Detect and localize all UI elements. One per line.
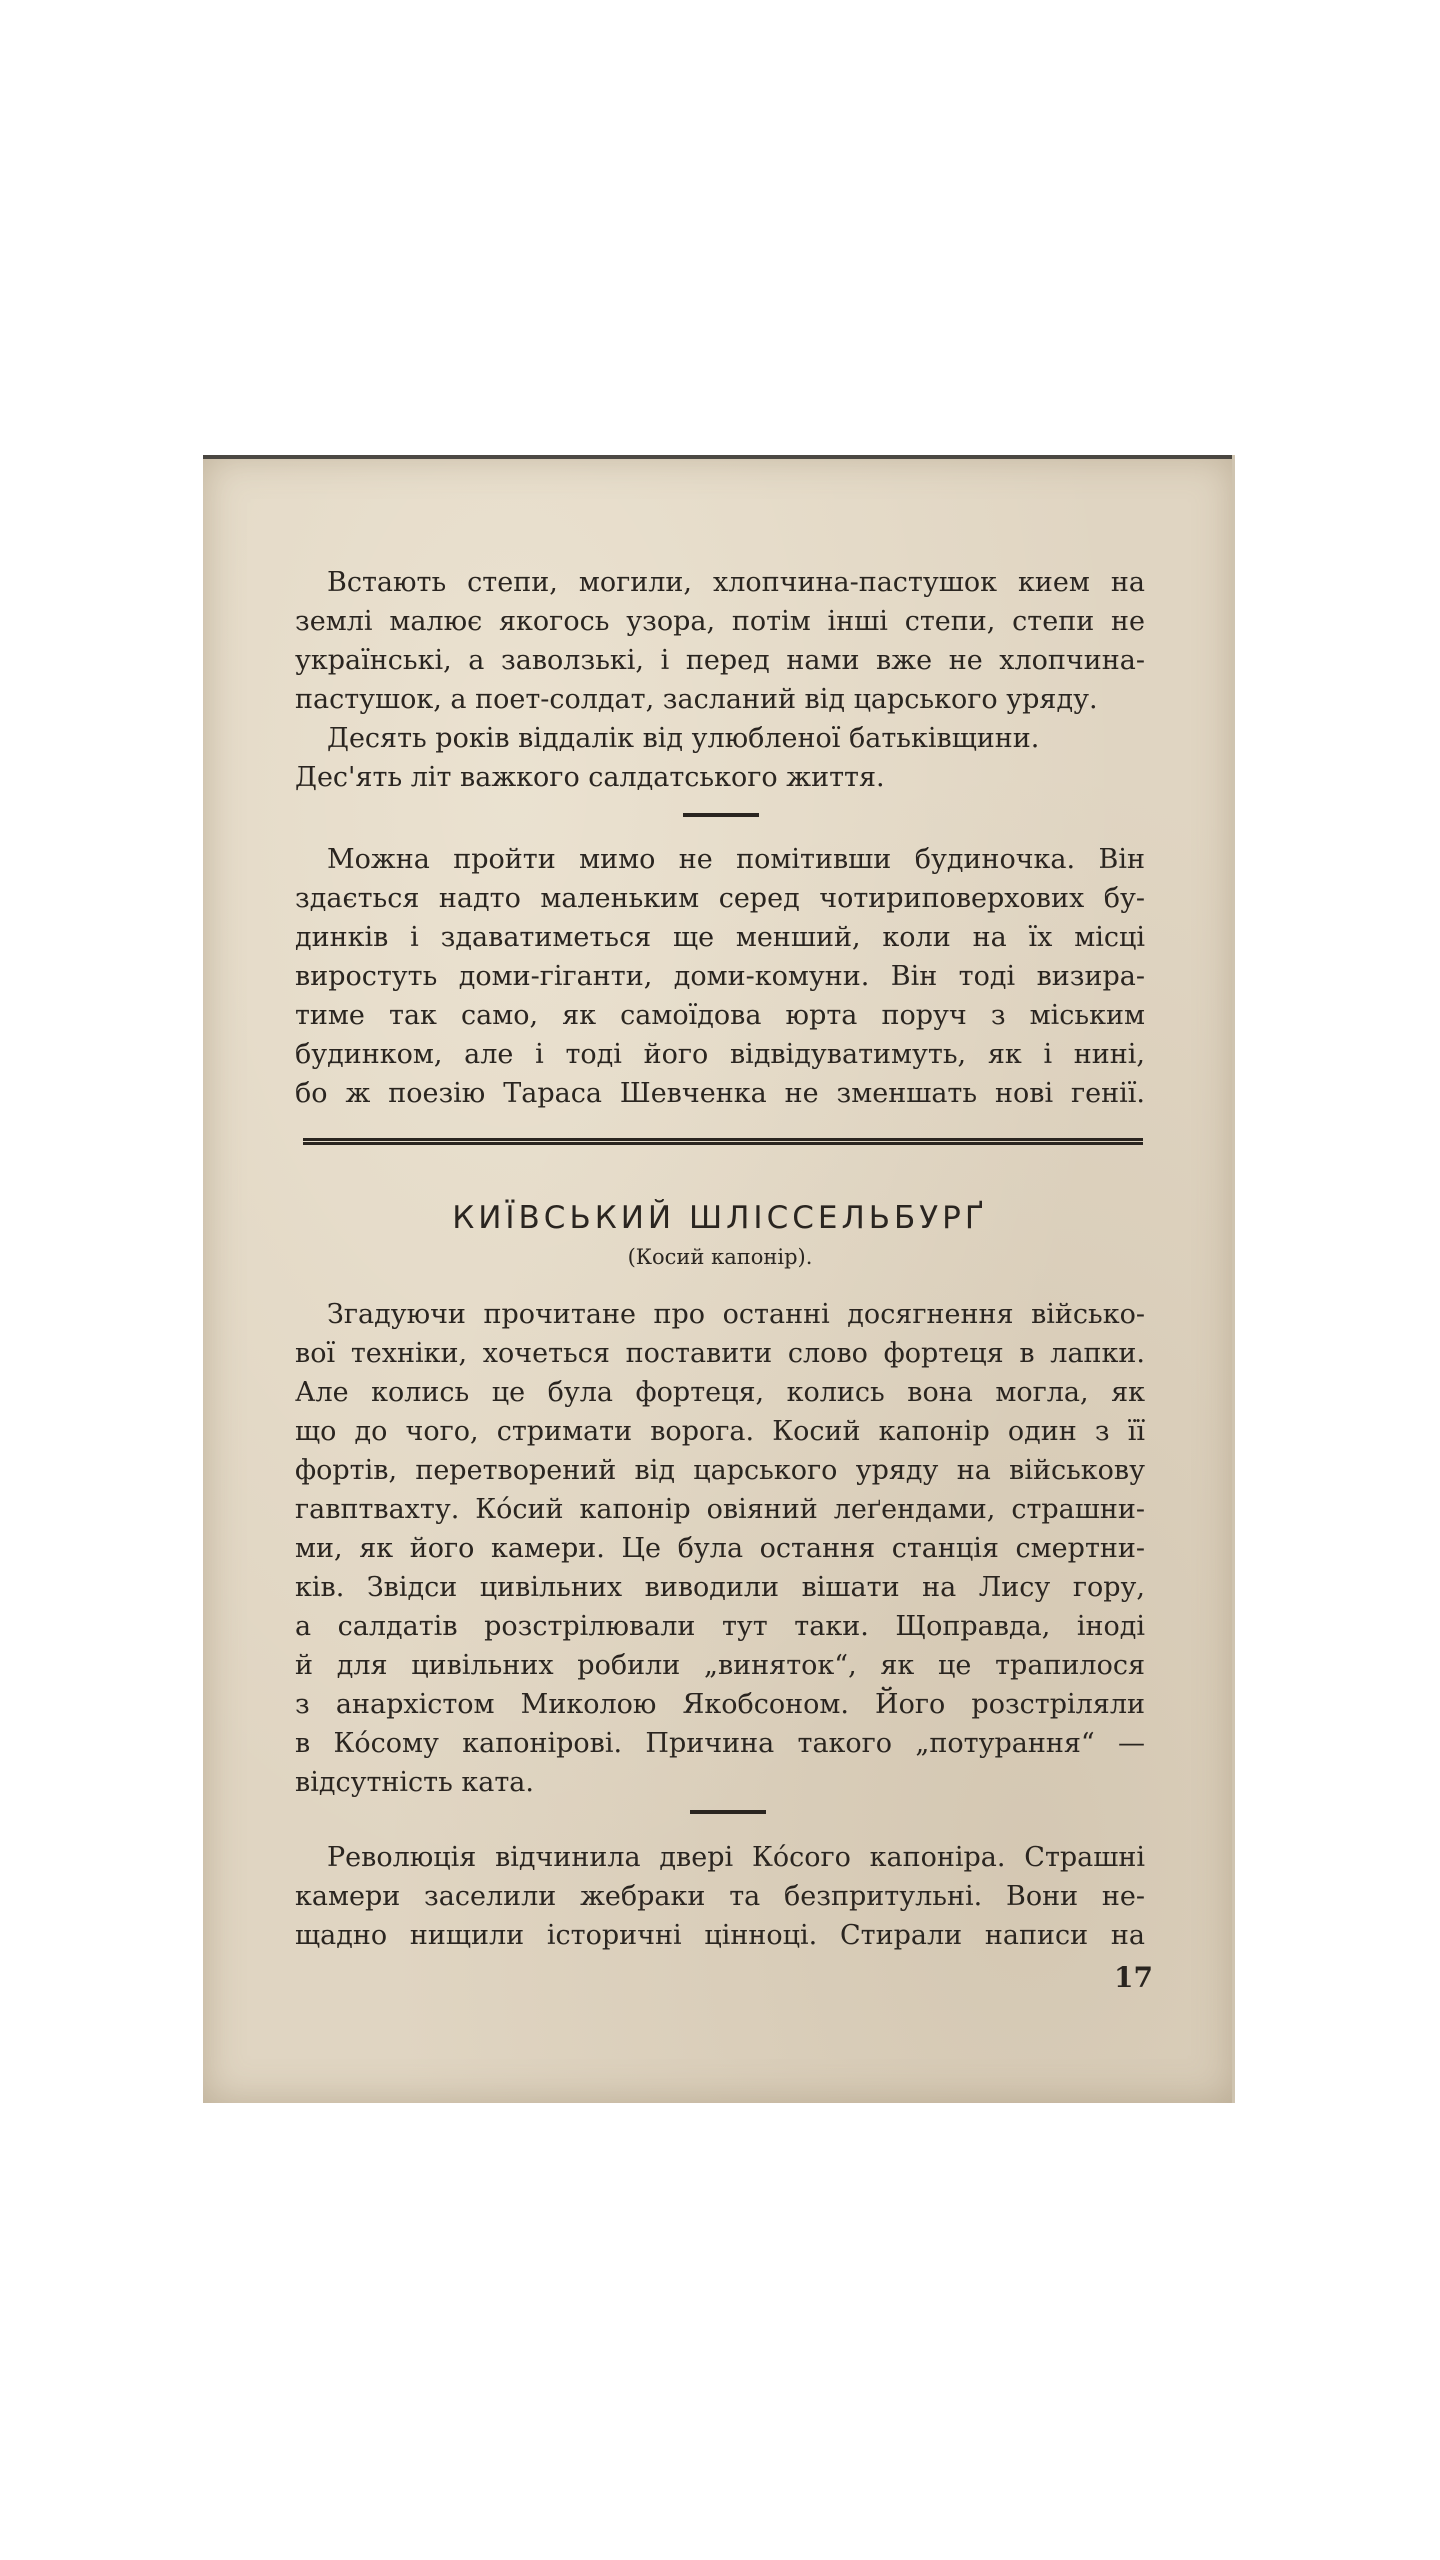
text-line: що до чого, стримати ворога. Косий капонір один з її [295,1416,1145,1447]
paragraph-revolution-text [295,1838,1145,1955]
text-line: Але колись це була фортеця, колись вона могла, як [295,1377,1145,1408]
text-line: будинком, але і тоді його відвідуватимуть, як і нині, [295,1039,1145,1070]
text-line: Дес'ять літ важкого салдатського життя. [295,762,885,793]
text-line: а салдатів розстрілювали тут таки. Щоправда, іноді [295,1611,1145,1642]
text-line: ків. Звідси цивільних виводили вішати на Лису гору, [295,1572,1145,1603]
paragraph-fortress-text [295,1295,1145,1802]
section-title: КИЇВСЬКИЙ ШЛІССЕЛЬБУРҐ [452,1200,988,1236]
section-divider-short [683,813,759,817]
book-page [203,455,1235,2103]
section-divider-double [303,1138,1143,1145]
text-line: Встають степи, могили, хлопчина-пастушок кием на [327,567,1145,598]
text-line: тиме так само, як самоїдова юрта поруч з міським [295,1000,1145,1031]
text-line: Можна пройти мимо не помітивши будиночка. Він [327,844,1145,875]
page-number: 17 [1114,1961,1153,1994]
text-line: щадно нищили історичні цінноці. Стирали написи на [295,1920,1145,1951]
text-line: ми, як його камери. Це була остання станція смертни- [295,1533,1145,1564]
section-subtitle: (Косий капонір). [627,1245,813,1269]
text-line: й для цивільних робили „виняток“, як це трапилося [295,1650,1145,1681]
text-line: Згадуючи прочитане про останні досягнення військо- [327,1299,1145,1330]
text-line: українські, а заволзькі, і перед нами вже не хлопчина- [295,645,1145,676]
text-line: вої техніки, хочеться поставити слово фортеця в лапки. [295,1338,1145,1369]
text-line: виростуть доми-гіганти, доми-комуни. Він тоді визира- [295,961,1145,992]
section-divider-short [690,1810,766,1814]
text-line: гавптвахту. Кóсий капонір овіяний леґендами, страшни- [295,1494,1145,1525]
text-line: здається надто маленьким серед чотириповерхових бу- [295,883,1145,914]
text-line: землі малює якогось узора, потім інші степи, степи не [295,606,1145,637]
paragraph-fortress [295,1295,1145,1802]
paragraph-house [295,840,1145,1113]
text-line: відсутність ката. [295,1767,534,1798]
text-line: Революція відчинила двері Кóсого капоніра. Страшні [327,1842,1145,1873]
text-line: динків і здаватиметься ще менший, коли на їх місці [295,922,1145,953]
text-line: в Кóсому капонірові. Причина такого „потурання“ — [295,1728,1145,1759]
text-line: Десять років віддалік від улюбленої батьківщини. [327,723,1040,754]
paragraph-house-text [295,840,1145,1113]
text-line: пастушок, а поет-солдат, засланий від царського уряду. [295,684,1098,715]
text-line: камери заселили жебраки та безпритульні. Вони не- [295,1881,1145,1912]
text-line: з анархістом Миколою Якобсоном. Його розстріляли [295,1689,1145,1720]
paragraph-exile-text [295,563,1145,797]
text-line: фортів, перетворений від царського уряду на військову [295,1455,1145,1486]
text-line: бо ж поезію Тараса Шевченка не зменшать нові генії. [295,1078,1145,1109]
paragraph-revolution [295,1838,1145,1955]
paragraph-exile [295,563,1145,797]
